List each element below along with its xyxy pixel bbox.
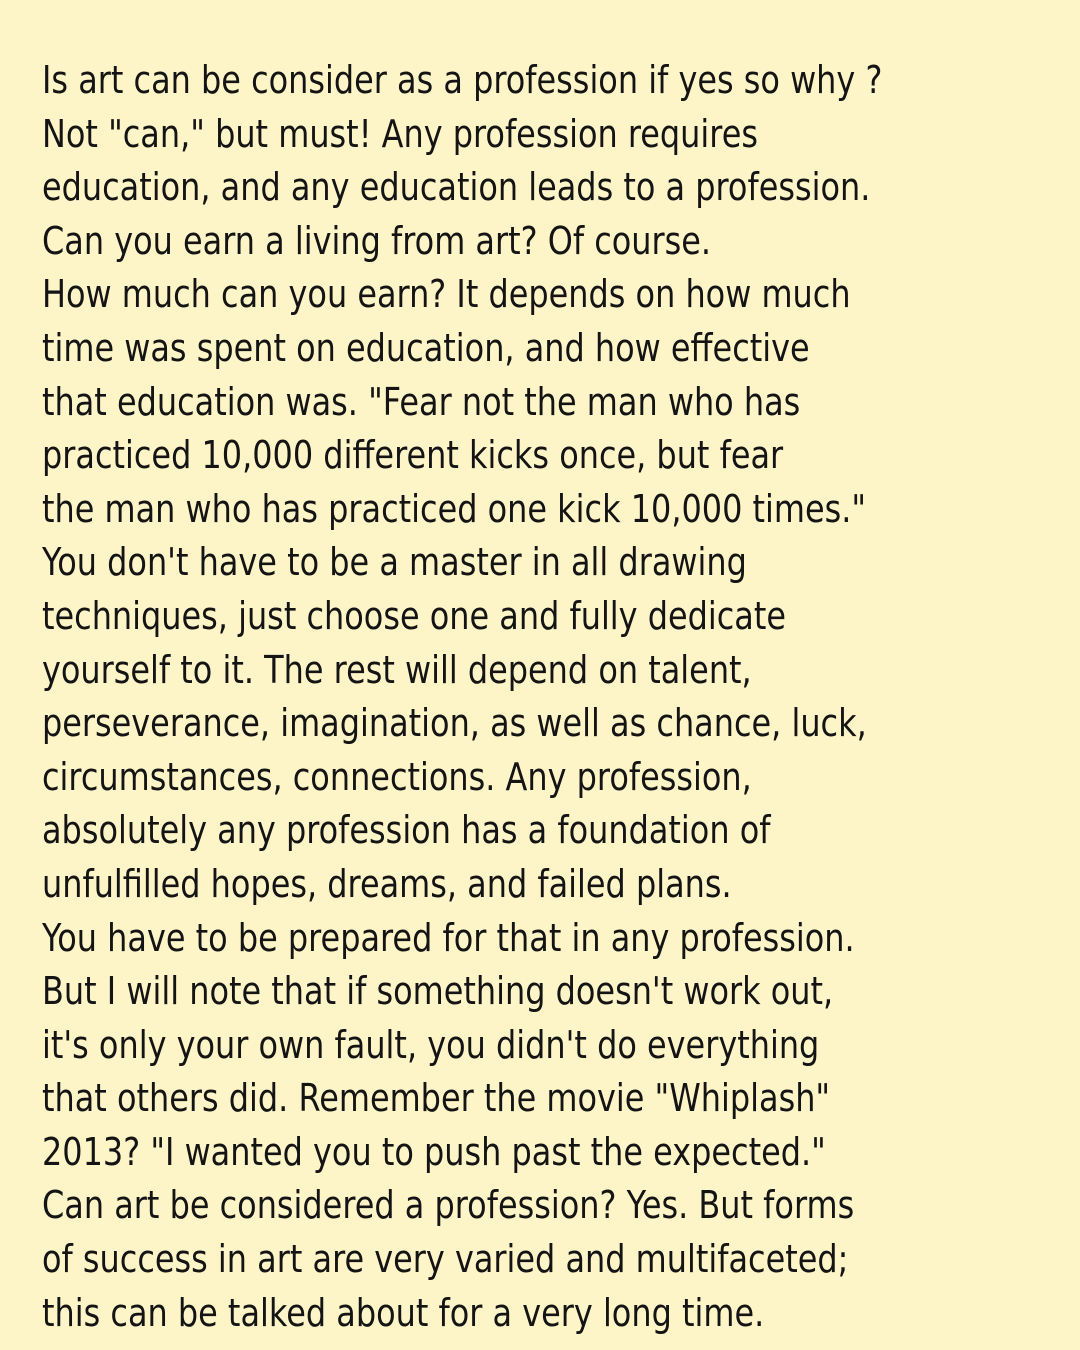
note-line: this can be talked about for a very long time. <box>42 1290 765 1335</box>
note-line: absolutely any profession has a foundation of <box>42 808 771 853</box>
note-line: You don't have to be a master in all drawing <box>42 540 747 585</box>
note-line: circumstances, connections. Any profession, <box>42 754 752 799</box>
note-line: 2013? "I wanted you to push past the expected." <box>42 1129 826 1174</box>
note-line: Can art be considered a profession? Yes. But forms <box>42 1183 855 1228</box>
note-line: that others did. Remember the movie "Whiplash" <box>42 1076 831 1121</box>
note-line: it's only your own fault, you didn't do everything <box>42 1022 820 1067</box>
note-line: Not "can," but must! Any profession requires <box>42 111 758 156</box>
note-line: of success in art are very varied and multifaceted; <box>42 1237 849 1282</box>
note-line: that education was. "Fear not the man who has <box>42 379 801 424</box>
note-line: time was spent on education, and how effective <box>42 325 810 370</box>
note-line: You have to be prepared for that in any profession. <box>42 915 855 960</box>
note-line: yourself to it. The rest will depend on talent, <box>42 647 752 692</box>
note-line: techniques, just choose one and fully dedicate <box>42 593 787 638</box>
note-line: How much can you earn? It depends on how much <box>42 272 851 317</box>
note-line: Is art can be consider as a profession if yes so why ? <box>42 58 883 102</box>
note-line: the man who has practiced one kick 10,000 times." <box>42 486 867 531</box>
note-line: education, and any education leads to a profession. <box>42 165 871 210</box>
note-line: Can you earn a living from art? Of course. <box>42 218 712 263</box>
note-line: perseverance, imagination, as well as chance, luck, <box>42 701 867 746</box>
note-line: unfulfilled hopes, dreams, and failed plans. <box>42 861 732 906</box>
note-line: practiced 10,000 different kicks once, but fear <box>42 433 784 478</box>
note-line: But I will note that if something doesn't work out, <box>42 969 834 1014</box>
